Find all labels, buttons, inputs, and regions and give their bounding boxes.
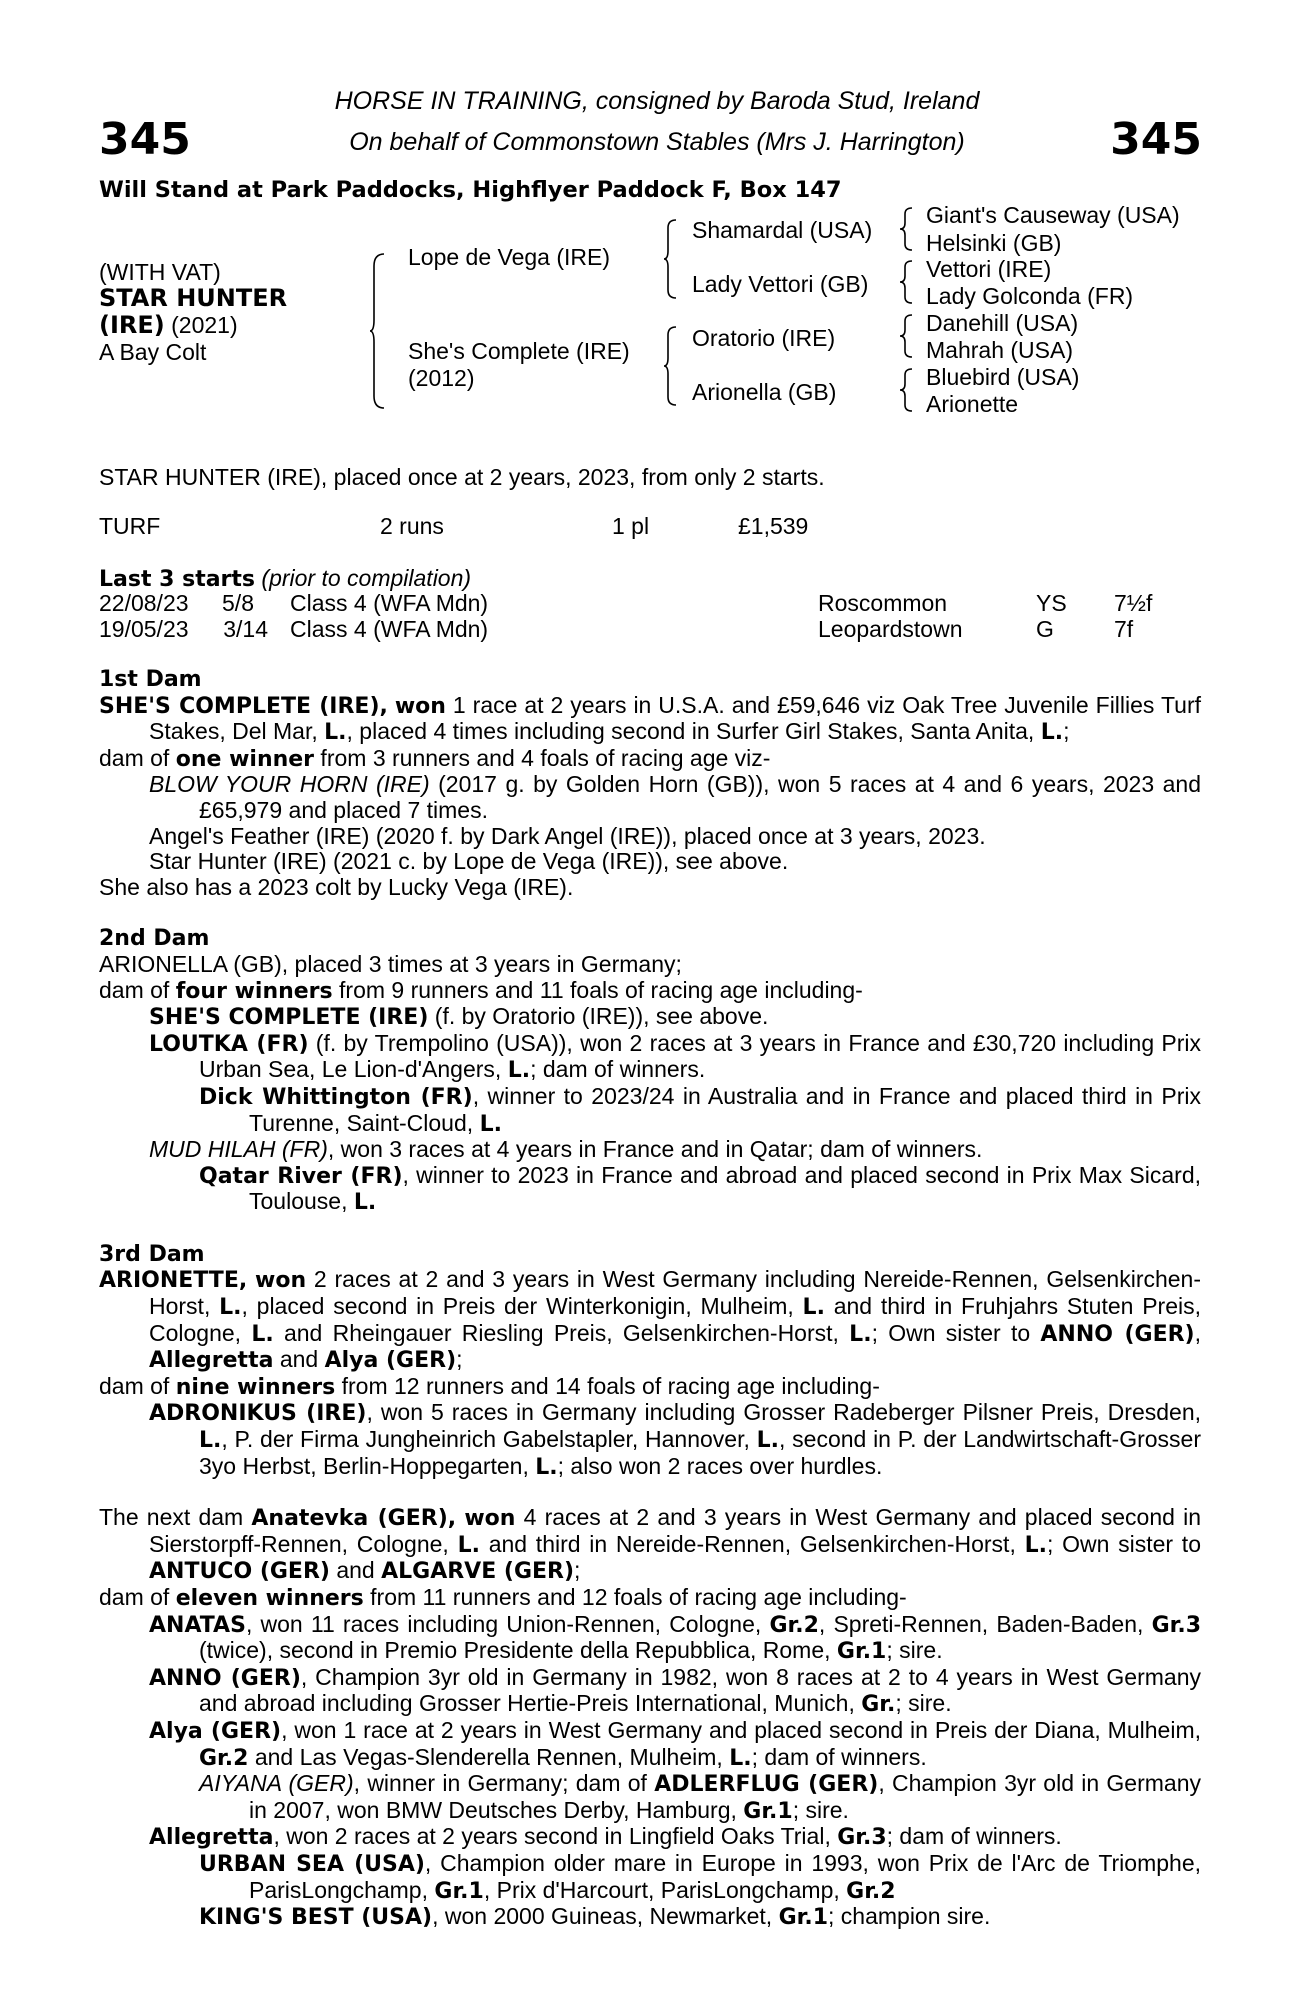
start-row-2-course: Leopardstown bbox=[818, 616, 963, 642]
second-dam-grandfoal-2: Qatar River (FR), winner to 2023 in France and abroad and placed second in Prix Max Sicard, Toulouse, L. bbox=[199, 1161, 1201, 1216]
sire-sire: Shamardal (USA) bbox=[692, 217, 873, 243]
first-dam-record: SHE'S COMPLETE (IRE), won 1 race at 2 years in U.S.A. and £59,646 viz Oak Tree Juvenile Fillies Turf Stakes, Del Mar, L., placed 4 times including second in Surfer Girl Stakes, Santa Anita, L.; bbox=[99, 691, 1201, 746]
first-dam-foal-2: Angel's Feather (IRE) (2020 f. by Dark Angel (IRE)), placed once at 3 years, 2023. bbox=[149, 822, 986, 849]
record-surface: TURF bbox=[99, 513, 161, 539]
first-dam-foal-3: Star Hunter (IRE) (2021 c. by Lope de Vega (IRE)), see above. bbox=[149, 848, 789, 875]
horse-description: A Bay Colt bbox=[99, 339, 207, 365]
start-row-1-race: Class 4 (WFA Mdn) bbox=[290, 590, 489, 616]
first-dam-heading: 1st Dam bbox=[99, 667, 202, 692]
horse-name: STAR HUNTER bbox=[99, 284, 288, 312]
second-dam-foal-2: LOUTKA (FR) (f. by Trempolino (USA)), won 2 races at 3 years in France and £30,720 including Prix Urban Sea, Le Lion-d'Angers, L.; dam of winners. bbox=[149, 1029, 1201, 1084]
consignor-line: HORSE IN TRAINING, consigned by Baroda Stud, Ireland bbox=[334, 87, 980, 115]
next-dam-grandfoal-1: AIYANA (GER), winner in Germany; dam of ADLERFLUG (GER), Champion 3yr old in Germany in 2007, won BMW Deutsches Derby, Hamburg, Gr.1; sire. bbox=[199, 1770, 1201, 1824]
horse-origin bbox=[99, 313, 238, 339]
lot-number-right: 345 bbox=[1110, 114, 1202, 165]
vat-note: (WITH VAT) bbox=[99, 259, 221, 285]
second-dam-grandfoal-1: Dick Whittington (FR), winner to 2023/24 in Australia and in France and placed third in Prix Turenne, Saint-Cloud, L. bbox=[199, 1082, 1201, 1137]
first-dam-produce: dam of one winner from 3 runners and 4 foals of racing age viz- bbox=[99, 744, 771, 772]
sire: Lope de Vega (IRE) bbox=[408, 244, 611, 270]
dam-dam: Arionella (GB) bbox=[692, 379, 837, 405]
third-dam-record: ARIONETTE, won 2 races at 2 and 3 years in West Germany including Nereide-Rennen, Gelsenkirchen-Horst, L., placed second in Preis der Winterkonigin, Mulheim, L. and third in Fruhjahrs Stuten Preis, Cologne, L. and Rheingauer Riesling Preis, Gelsenkirchen-Horst, L.; Own sister to ANNO (GER), Allegretta and Alya (GER); bbox=[99, 1266, 1202, 1374]
start-row-2-race: Class 4 (WFA Mdn) bbox=[290, 616, 489, 642]
next-dam-foal-3: Alya (GER), won 1 race at 2 years in West Germany and placed second in Preis der Diana, Mulheim, Gr.2 and Las Vegas-Slenderella Rennen, Mulheim, L.; dam of winners. bbox=[149, 1716, 1201, 1771]
third-dam-produce: dam of nine winners from 12 runners and 14 foals of racing age including- bbox=[99, 1372, 880, 1400]
catalogue-body bbox=[99, 666, 1201, 1931]
second-dam-produce: dam of four winners from 9 runners and 11 foals of racing age including- bbox=[99, 976, 863, 1004]
dam-year: (2012) bbox=[408, 365, 475, 391]
pedigree-brace-main bbox=[370, 252, 386, 410]
horse-country: (IRE) bbox=[99, 311, 165, 339]
next-dam-produce: dam of eleven winners from 11 runners and 12 foals of racing age including- bbox=[99, 1584, 907, 1611]
pedigree-brace-dam bbox=[664, 325, 678, 407]
stand-location: Will Stand at Park Paddocks, Highflyer Paddock F, Box 147 bbox=[99, 177, 842, 203]
next-dam-foal-4: Allegretta, won 2 races at 2 years second in Lingfield Oaks Trial, Gr.3; dam of winners. bbox=[149, 1823, 1062, 1851]
start-row-1-pos: 5/8 bbox=[222, 590, 254, 616]
gg-2: Helsinki (GB) bbox=[926, 230, 1062, 256]
gg-8: Arionette bbox=[926, 391, 1019, 417]
race-summary: STAR HUNTER (IRE), placed once at 2 years, 2023, from only 2 starts. bbox=[99, 464, 825, 490]
pedigree-brace-sire bbox=[664, 218, 678, 300]
gg-7: Bluebird (USA) bbox=[926, 364, 1080, 390]
gg-5: Danehill (USA) bbox=[926, 310, 1079, 336]
record-placed: 1 pl bbox=[612, 513, 650, 539]
start-row-2-going: G bbox=[1036, 616, 1054, 642]
gg-4: Lady Golconda (FR) bbox=[926, 283, 1134, 309]
first-dam-name: SHE'S COMPLETE (IRE) bbox=[99, 693, 380, 719]
second-dam-heading: 2nd Dam bbox=[99, 926, 210, 952]
start-row-1-date: 22/08/23 bbox=[99, 590, 189, 616]
pedigree-brace-g1 bbox=[900, 206, 914, 252]
dam-sire: Oratorio (IRE) bbox=[692, 325, 836, 351]
blow-your-horn: BLOW YOUR HORN (IRE) bbox=[149, 771, 430, 798]
next-dam-record: The next dam Anatevka (GER), won 4 races at 2 and 3 years in West Germany and placed second in Sierstorpff-Rennen, Cologne, L. and third in Nereide-Rennen, Gelsenkirchen-Horst, L.; Own sister to ANTUCO (GER) and ALGARVE (GER); bbox=[99, 1504, 1201, 1585]
start-row-1-going: YS bbox=[1036, 590, 1067, 616]
next-dam-foal-1: ANATAS, won 11 races including Union-Rennen, Cologne, Gr.2, Spreti-Rennen, Baden-Baden, Gr.3 (twice), second in Premio Presidente della Repubblica, Rome, Gr.1; sire. bbox=[149, 1610, 1201, 1665]
sire-dam: Lady Vettori (GB) bbox=[692, 271, 869, 297]
third-dam-foal-1: ADRONIKUS (IRE), won 5 races in Germany including Grosser Radeberger Pilsner Preis, Dresden, L., P. der Firma Jungheinrich Gabelstapler, Hannover, L., second in P. der Landwirtschaft-Grosser 3yo Herbst, Berlin-Hoppegarten, L.; also won 2 races over hurdles. bbox=[149, 1399, 1201, 1480]
second-dam-record: ARIONELLA (GB), placed 3 times at 3 years in Germany; bbox=[99, 950, 682, 977]
last-starts-title: Last 3 starts bbox=[99, 567, 256, 592]
first-dam-yearling: She also has a 2023 colt by Lucky Vega (IRE). bbox=[99, 873, 574, 900]
start-row-2-pos: 3/14 bbox=[223, 616, 268, 642]
start-row-2-date: 19/05/23 bbox=[99, 616, 189, 642]
behalf-line: On behalf of Commonstown Stables (Mrs J. Harrington) bbox=[349, 128, 965, 156]
third-dam-heading: 3rd Dam bbox=[99, 1241, 205, 1267]
next-dam-foal-2: ANNO (GER), Champion 3yr old in Germany in 1982, won 8 races at 2 to 4 years in West Germany and abroad including Grosser Hertie-Preis International, Munich, Gr.; sire. bbox=[149, 1663, 1201, 1718]
lot-number-left: 345 bbox=[99, 114, 191, 165]
horse-year: (2021) bbox=[171, 312, 238, 338]
record-runs: 2 runs bbox=[380, 513, 444, 539]
last-starts-heading bbox=[99, 566, 471, 593]
gg-6: Mahrah (USA) bbox=[926, 337, 1073, 363]
second-dam-foal-3: MUD HILAH (FR), won 3 races at 4 years in France and in Qatar; dam of winners. bbox=[149, 1136, 983, 1163]
pedigree-brace-g4 bbox=[900, 367, 914, 413]
record-prize: £1,539 bbox=[738, 513, 809, 539]
start-row-1-course: Roscommon bbox=[818, 590, 948, 616]
start-row-1-distance: 7½f bbox=[1114, 590, 1153, 616]
gg-3: Vettori (IRE) bbox=[926, 256, 1052, 282]
pedigree-brace-g2 bbox=[900, 259, 914, 305]
gg-1: Giant's Causeway (USA) bbox=[926, 202, 1180, 228]
pedigree-brace-g3 bbox=[900, 313, 914, 359]
start-row-2-distance: 7f bbox=[1114, 616, 1134, 642]
next-dam-grandfoal-3: KING'S BEST (USA), won 2000 Guineas, Newmarket, Gr.1; champion sire. bbox=[199, 1903, 991, 1931]
dam: She's Complete (IRE) bbox=[408, 338, 630, 364]
last-starts-note: (prior to compilation) bbox=[261, 565, 472, 591]
first-dam-foal-1: BLOW YOUR HORN (IRE) (2017 g. by Golden Horn (GB)), won 5 races at 4 and 6 years, 2023 and £65,979 and placed 7 times. bbox=[149, 771, 1201, 823]
next-dam-grandfoal-2: URBAN SEA (USA), Champion older mare in Europe in 1993, won Prix de l'Arc de Triomphe, ParisLongchamp, Gr.1, Prix d'Harcourt, ParisLongchamp, Gr.2 bbox=[199, 1849, 1201, 1904]
second-dam-foal-1: SHE'S COMPLETE (IRE) (f. by Oratorio (IRE)), see above. bbox=[149, 1003, 769, 1031]
